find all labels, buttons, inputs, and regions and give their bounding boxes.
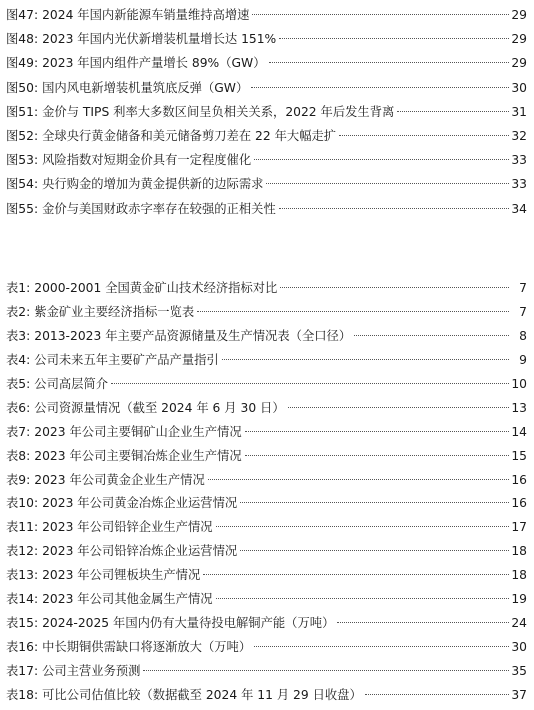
entry-page-number: 13	[511, 400, 527, 415]
entry-page-number: 34	[511, 201, 527, 216]
entry-title: 2000-2001 全国黄金矿山技术经济指标对比	[34, 281, 278, 295]
dot-leader	[111, 383, 509, 384]
dot-leader	[245, 455, 509, 456]
entry-page-number: 30	[511, 640, 527, 655]
entry-title: 2024-2025 年国内仍有大量待投电解铜产能（万吨）	[42, 616, 335, 631]
toc-entry-table-12[interactable]	[6, 540, 527, 564]
entry-label: 表12:	[6, 544, 39, 559]
toc-entry-table-15[interactable]	[6, 612, 527, 636]
entry-label: 表10:	[6, 496, 39, 511]
toc-entry-figure-47[interactable]	[6, 3, 527, 27]
toc-entry-table-13[interactable]	[6, 564, 527, 588]
dot-leader	[279, 208, 509, 209]
entry-title: 公司资源量情况（截至 2024 年 6 月 30 日）	[34, 400, 285, 415]
entry-label: 表2:	[6, 304, 31, 319]
entry-page-number: 30	[511, 80, 527, 95]
dot-leader	[240, 502, 509, 503]
entry-label: 图55:	[6, 201, 39, 216]
dot-leader	[365, 694, 509, 695]
entry-page-number: 7	[519, 304, 527, 319]
entry-title: 央行购金的增加为黄金提供新的边际需求	[42, 177, 264, 192]
entry-label: 表3:	[6, 328, 31, 343]
entry-title: 2023 年公司铅锌企业生产情况	[42, 520, 213, 535]
table-index	[6, 277, 527, 708]
entry-title: 金价与 TIPS 利率大多数区间呈负相关关系，2022 年后发生背离	[42, 104, 395, 119]
toc-entry-table-1[interactable]	[6, 277, 527, 301]
entry-page-number: 29	[511, 8, 527, 22]
dot-leader	[339, 135, 509, 136]
toc-entry-table-17[interactable]	[6, 660, 527, 684]
dot-leader	[266, 183, 509, 184]
dot-leader	[269, 62, 510, 63]
entry-label: 表14:	[6, 592, 39, 607]
entry-label: 表18:	[6, 687, 39, 702]
entry-page-number: 31	[511, 104, 527, 119]
entry-title: 公司高层简介	[34, 376, 109, 391]
toc-entry-table-11[interactable]	[6, 516, 527, 540]
entry-label: 图50:	[6, 80, 39, 95]
entry-label: 表13:	[6, 568, 39, 583]
entry-label: 图47:	[6, 8, 39, 22]
dot-leader	[288, 407, 509, 408]
dot-leader	[222, 359, 509, 360]
figure-index	[6, 3, 527, 221]
dot-leader	[143, 670, 509, 671]
entry-label: 表17:	[6, 664, 39, 678]
toc-entry-table-3[interactable]	[6, 325, 527, 349]
toc-entry-table-9[interactable]	[6, 469, 527, 493]
entry-label: 表9:	[6, 472, 31, 487]
entry-label: 图49:	[6, 56, 39, 71]
dot-leader	[203, 574, 509, 575]
entry-title: 公司主营业务预测	[42, 664, 141, 678]
entry-label: 表5:	[6, 376, 31, 391]
entry-page-number: 10	[511, 376, 527, 391]
dot-leader	[216, 598, 509, 599]
dot-leader	[337, 622, 509, 623]
entry-label: 表16:	[6, 640, 39, 655]
entry-label: 表15:	[6, 616, 39, 631]
dot-leader	[354, 335, 509, 336]
entry-title: 2023 年公司主要铜冶炼企业生产情况	[34, 448, 242, 463]
toc-entry-table-18[interactable]	[6, 684, 527, 708]
dot-leader	[208, 479, 509, 480]
toc-entry-table-6[interactable]	[6, 397, 527, 421]
entry-label: 图51:	[6, 104, 39, 119]
toc-entry-figure-50[interactable]	[6, 76, 527, 100]
entry-page-number: 9	[519, 352, 527, 367]
entry-title: 风险指数对短期金价具有一定程度催化	[42, 153, 252, 168]
dot-leader	[280, 287, 509, 288]
entry-title: 2013-2023 年主要产品资源储量及生产情况表（全口径）	[34, 328, 352, 343]
toc-entry-table-7[interactable]	[6, 421, 527, 445]
entry-page-number: 33	[511, 177, 527, 192]
toc-entry-table-10[interactable]	[6, 492, 527, 516]
entry-title: 金价与美国财政赤字率存在较强的正相关性	[42, 201, 276, 216]
entry-page-number: 15	[511, 448, 527, 463]
toc-entry-table-16[interactable]	[6, 636, 527, 660]
dot-leader	[216, 526, 509, 527]
entry-page-number: 24	[511, 616, 527, 631]
entry-title: 公司未来五年主要矿产品产量指引	[34, 352, 219, 367]
toc-entry-figure-53[interactable]	[6, 148, 527, 172]
entry-page-number: 37	[511, 687, 527, 702]
entry-page-number: 16	[511, 472, 527, 487]
dot-leader	[279, 38, 509, 39]
entry-title: 2023 年公司锂板块生产情况	[42, 568, 201, 583]
dot-leader	[240, 550, 509, 551]
entry-page-number: 29	[511, 56, 527, 71]
toc-entry-table-5[interactable]	[6, 373, 527, 397]
entry-title: 全球央行黄金储备和美元储备剪刀差在 22 年大幅走扩	[42, 128, 337, 143]
entry-page-number: 32	[511, 128, 527, 143]
entry-label: 表11:	[6, 520, 39, 535]
entry-title: 2023 年公司主要铜矿山企业生产情况	[34, 424, 242, 439]
entry-label: 表1:	[6, 281, 31, 295]
toc-entry-table-14[interactable]	[6, 588, 527, 612]
entry-label: 图54:	[6, 177, 39, 192]
toc-entry-figure-52[interactable]	[6, 124, 527, 148]
entry-label: 表7:	[6, 424, 31, 439]
toc-entry-figure-48[interactable]	[6, 27, 527, 51]
entry-page-number: 19	[511, 592, 527, 607]
dot-leader	[245, 431, 509, 432]
entry-title: 2023 年国内光伏新增装机量增长达 151%	[42, 32, 277, 47]
entry-label: 表6:	[6, 400, 31, 415]
dot-leader	[397, 111, 509, 112]
entry-page-number: 17	[511, 520, 527, 535]
entry-page-number: 7	[519, 281, 527, 295]
toc-entry-table-4[interactable]	[6, 349, 527, 373]
entry-page-number: 18	[511, 568, 527, 583]
entry-page-number: 29	[511, 32, 527, 47]
entry-label: 图48:	[6, 32, 39, 47]
entry-page-number: 33	[511, 153, 527, 168]
dot-leader	[254, 646, 509, 647]
entry-label: 表4:	[6, 352, 31, 367]
dot-leader	[252, 14, 509, 15]
entry-page-number: 16	[511, 496, 527, 511]
entry-label: 表8:	[6, 448, 31, 463]
dot-leader	[197, 311, 509, 312]
entry-label: 图52:	[6, 128, 39, 143]
entry-page-number: 18	[511, 544, 527, 559]
dot-leader	[251, 87, 509, 88]
toc-entry-figure-49[interactable]	[6, 51, 527, 75]
entry-page-number: 8	[519, 328, 527, 343]
entry-label: 图53:	[6, 153, 39, 168]
entry-title: 2023 年国内组件产量增长 89%（GW）	[42, 56, 266, 71]
entry-page-number: 14	[511, 424, 527, 439]
entry-title: 可比公司估值比较（数据截至 2024 年 11 月 29 日收盘）	[42, 687, 362, 702]
entry-title: 2023 年公司其他金属生产情况	[42, 592, 213, 607]
toc-entry-figure-54[interactable]	[6, 172, 527, 196]
entry-page-number: 35	[511, 664, 527, 678]
entry-title: 2023 年公司黄金冶炼企业运营情况	[42, 496, 238, 511]
toc-entry-table-8[interactable]	[6, 445, 527, 469]
toc-entry-figure-55[interactable]	[6, 197, 527, 221]
entry-title: 2023 年公司铅锌冶炼企业运营情况	[42, 544, 238, 559]
toc-entry-figure-51[interactable]	[6, 100, 527, 124]
entry-title: 2023 年公司黄金企业生产情况	[34, 472, 205, 487]
entry-title: 紫金矿业主要经济指标一览表	[34, 304, 195, 319]
entry-title: 2024 年国内新能源车销量维持高增速	[42, 8, 250, 22]
toc-entry-table-2[interactable]	[6, 301, 527, 325]
entry-title: 中长期铜供需缺口将逐渐放大（万吨）	[42, 640, 252, 655]
entry-title: 国内风电新增装机量筑底反弹（GW）	[42, 80, 249, 95]
dot-leader	[254, 159, 509, 160]
